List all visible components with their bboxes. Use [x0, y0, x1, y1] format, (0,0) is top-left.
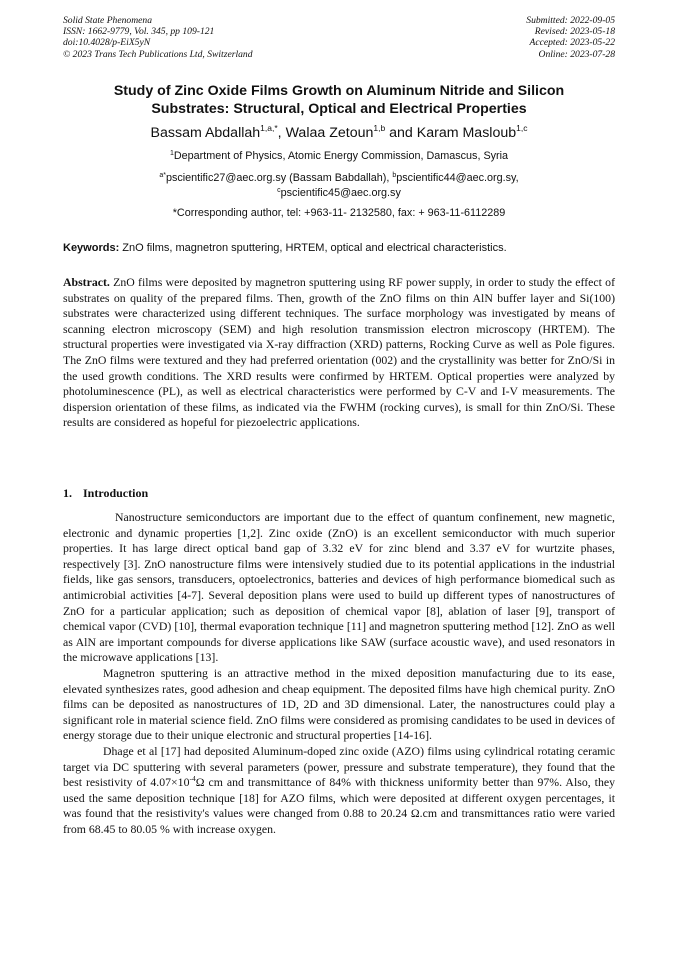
- exponent: -4: [189, 774, 196, 784]
- date-online: Online: 2023-07-28: [538, 48, 615, 60]
- email-mark: c: [277, 187, 281, 194]
- email-text: pscientific44@aec.org.sy,: [396, 172, 519, 184]
- journal-doi: doi:10.4028/p-EiX5yN: [63, 37, 151, 49]
- author-name: Bassam Abdallah: [150, 125, 261, 141]
- title-line-2: Substrates: Structural, Optical and Electrical Properties: [151, 101, 527, 117]
- journal-name: Solid State Phenomena: [63, 15, 152, 26]
- date-submitted: Submitted: 2022-09-05: [526, 15, 615, 26]
- email-mark: b: [392, 172, 397, 179]
- abstract-paragraph: [63, 275, 615, 431]
- keywords: [63, 241, 615, 256]
- journal-header-right: [415, 15, 615, 60]
- author-affiliation-mark: 1,a,*: [260, 123, 278, 133]
- email-line-1: [63, 171, 615, 186]
- abstract-label: Abstract.: [63, 275, 110, 289]
- keywords-text: ZnO films, magnetron sputtering, HRTEM, optical and electrical characteristics.: [119, 242, 507, 254]
- abstract: [63, 275, 615, 431]
- intro-paragraph-3: [63, 744, 615, 838]
- author-emails: [63, 171, 615, 201]
- corresponding-author: *Corresponding author, tel: +963-11- 2132580, fax: + 963-11-6112289: [172, 207, 506, 219]
- introduction-body: [63, 510, 615, 837]
- paper-title: [63, 82, 615, 118]
- author-separator: and: [385, 125, 417, 141]
- author-affiliation-mark: 1,c: [516, 123, 528, 133]
- affiliation-mark: 1: [169, 150, 174, 157]
- title-line-1: Study of Zinc Oxide Films Growth on Aluminum Nitride and Silicon: [113, 83, 565, 99]
- intro-p3-text: Dhage et al [17] had deposited Aluminum-doped zinc oxide (AZO) films using cylindrical rotating ceramic target via DC sputtering with several parameters (power, pressure and substrate temperature), they found that the best resistivity of 4.07×10: [63, 743, 615, 790]
- author-name: Walaa Zetoun: [285, 125, 374, 141]
- keywords-label: Keywords:: [63, 242, 120, 254]
- intro-paragraph-2: Magnetron sputtering is an attractive method in the mixed deposition manufacturing due to its ease, elevated synthesizes rates, good adhesion and cheap equipment. The deposited films have high chemical purity. ZnO films can be deposited as nanostructures of 1D, 2D and 3D dimensional. Later, the nanostructures could play a significant role in material science field. ZnO films were considered as promising candidates to be used in devices of energy storage due to their unique electronic and structural properties [14-16].: [63, 665, 615, 743]
- intro-p3-text: Ω cm and transmittance of 84% with thickness uniformity better than 97%. Also, they used the same deposition technique [18] for AZO films, which were deposited at different oxygen percentages, it was found that the resistivity's values were changed from 0.88 to 20.24 Ω.cm and transmittances ratio were varied from 68.45 to 80.05 % with increase oxygen.: [63, 775, 615, 836]
- author-separator: ,: [277, 125, 286, 141]
- journal-copyright: © 2023 Trans Tech Publications Ltd, Switzerland: [63, 48, 253, 60]
- section-title: Introduction: [83, 486, 149, 500]
- date-revised: Revised: 2023-05-18: [534, 26, 615, 38]
- intro-paragraph-1: Nanostructure semiconductors are important due to the effect of quantum confinement, new magnetic, electronic and dynamic properties [1,2]. Zinc oxide (ZnO) is an excellent semiconductor with much superior properties. It has large direct optical band gap of 3.32 eV for zinc blend and 3.37 eV for wurtzite phases, respectively [3]. ZnO nanostructure films were intensively studied due to its potential applications in the industrial fields, like gas sensors, transducers, optoelectronics, batteries and devices of high performance biomedical such as antimicrobial activities [4-7]. Several deposition plans were used to build up different types of nanostructures of ZnO for a particular application; such as deposition of chemical vapor [8], ablation of laser [9], transport of chemical vapor (CVD) [10], thermal evaporation technique [11] and magnetron sputtering method [12]. ZnO as well as AlN are important compounds for diverse applications like SAW (surface acoustic wave), and used resonators in the microwave applications [13].: [63, 510, 615, 665]
- abstract-text: ZnO films were deposited by magnetron sputtering using RF power supply, in order to study the effect of substrates on quality of the prepared films. Then, growth of the ZnO films on thin AlN buffer layer and Si(100) substrates were characterized using different techniques. The surface morphology was investigated by means of scanning electron microscopy (SEM) and high resolution transmission electron microscopy (HRTEM). The structural properties were investigated via X-ray diffraction (XRD) patterns, Rocking Curve as well as Pole figures. The ZnO films were textured and they had preferred orientation (002) and the crystallinity was better for ZnO/Si in the used growth conditions. The XRD results were confirmed by HRTEM. Optical properties were analyzed by photoluminescence (PL), as well as electrical characteristics were performed by C-V and I-V measurements. The dispersion orientation of these films, as indicated via the FWHM (rocking curves), is small for thin ZnO/Si. These results are considered as hopeful for piezoelectric applications.: [63, 275, 615, 430]
- email-line-2: [63, 186, 615, 201]
- email-text: pscientific27@aec.org.sy (Bassam Babdallah),: [165, 172, 393, 184]
- section-heading: [63, 486, 148, 501]
- affiliation-text: Department of Physics, Atomic Energy Commission, Damascus, Syria: [173, 150, 509, 162]
- journal-issn: ISSN: 1662-9779, Vol. 345, pp 109-121: [63, 26, 215, 38]
- author-affiliation-mark: 1,b: [373, 123, 386, 133]
- section-number: 1.: [63, 486, 72, 500]
- affiliation: [63, 149, 615, 164]
- journal-header-left: [63, 15, 393, 60]
- email-text: pscientific45@aec.org.sy: [280, 187, 401, 199]
- email-mark: a*: [159, 172, 166, 179]
- date-accepted: Accepted: 2023-05-22: [529, 37, 615, 49]
- author-name: Karam Masloub: [416, 125, 517, 141]
- author-list: [63, 124, 615, 142]
